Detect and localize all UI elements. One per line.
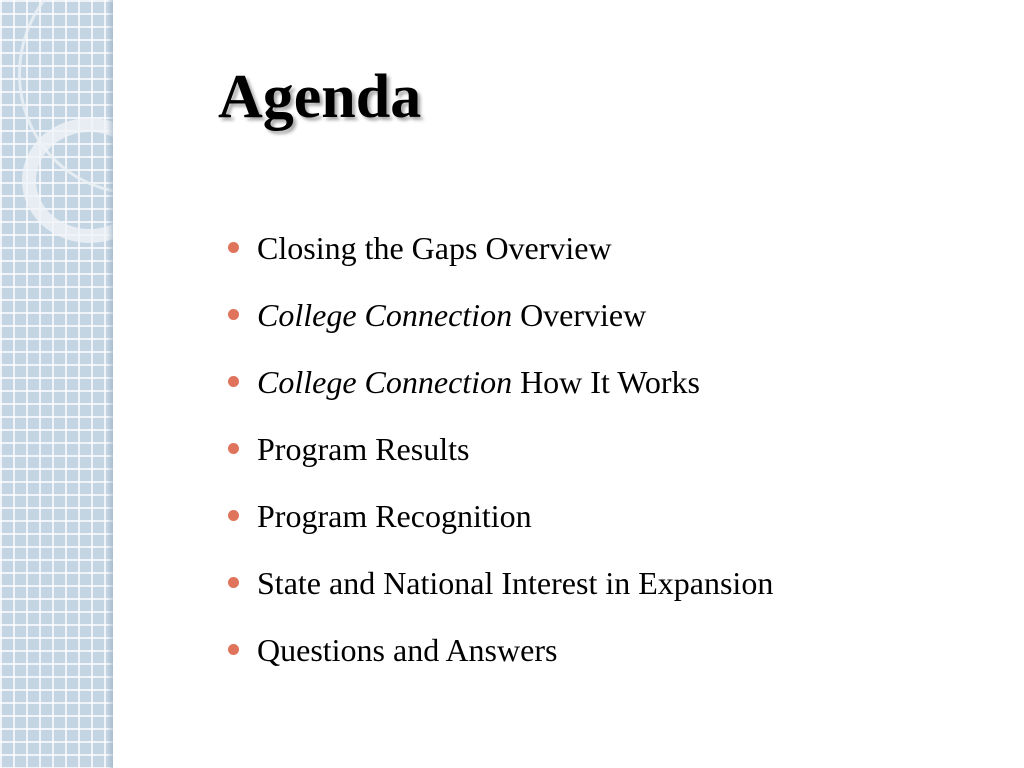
bullet-dot-icon [228,443,239,454]
bullet-dot-icon [228,644,239,655]
agenda-item-state-and-national-interest [228,561,773,628]
agenda-item-text: Program Recognition [257,498,532,534]
slide-title: Agenda [218,63,422,131]
bullet-dot-icon [228,309,239,320]
agenda-item-text: Program Results [257,431,470,467]
agenda-item-text: Questions and Answers [257,632,558,668]
agenda-item-program-results [228,427,773,494]
bullet-dot-icon [228,510,239,521]
agenda-item-italic-text: College Connection [257,364,513,400]
agenda-item-program-recognition [228,494,773,561]
agenda-item-text: Closing the Gaps Overview [257,230,612,266]
decorative-side-panel [0,0,113,768]
agenda-item-text: State and National Interest in Expansion [257,565,774,601]
agenda-item-text: Overview [512,297,647,333]
agenda-list [228,226,773,695]
bullet-dot-icon [228,577,239,588]
panel-edge-shadow [107,0,113,768]
agenda-item-italic-text: College Connection [257,297,513,333]
bullet-dot-icon [228,376,239,387]
agenda-item-closing-the-gaps [228,226,773,293]
agenda-item-college-connection-overview [228,293,773,360]
agenda-item-college-connection-how-it-works [228,360,773,427]
agenda-item-text: How It Works [512,364,700,400]
agenda-item-questions-and-answers [228,628,773,695]
bullet-dot-icon [228,242,239,253]
